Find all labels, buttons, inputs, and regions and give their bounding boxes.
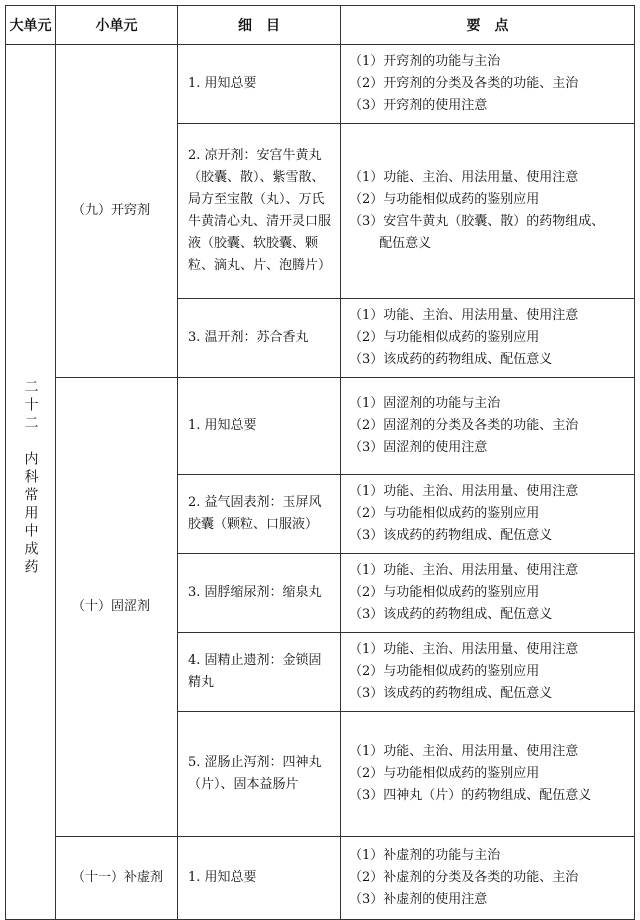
point-line: （1）功能、主治、用法用量、使用注意 <box>349 170 579 185</box>
point-line: （2）补虚剂的分类及各类的功能、主治 <box>349 870 579 885</box>
point-line: （2）与功能相似成药的鉴别应用 <box>349 330 540 345</box>
points-cell <box>341 633 635 712</box>
point-line: （1）功能、主治、用法用量、使用注意 <box>349 308 579 323</box>
point-line: （1）功能、主治、用法用量、使用注意 <box>349 642 579 657</box>
points-cell <box>341 378 635 475</box>
syllabus-page <box>5 5 635 920</box>
header-item: 细 目 <box>178 6 341 45</box>
point-line: （3）固涩剂的使用注意 <box>349 440 488 455</box>
points-cell <box>341 124 635 299</box>
major-unit-label <box>20 379 42 577</box>
item-cell: 1. 用知总要 <box>178 45 341 124</box>
point-line: （1）开窍剂的功能与主治 <box>349 54 501 69</box>
point-line: （2）与功能相似成药的鉴别应用 <box>349 766 540 781</box>
points-cell <box>341 837 635 920</box>
point-line: （2）与功能相似成药的鉴别应用 <box>349 664 540 679</box>
point-line: （1）功能、主治、用法用量、使用注意 <box>349 744 579 759</box>
point-line: （2）固涩剂的分类及各类的功能、主治 <box>349 418 579 433</box>
point-line: （2）与功能相似成药的鉴别应用 <box>349 506 540 521</box>
point-line: （2）开窍剂的分类及各类的功能、主治 <box>349 76 579 91</box>
point-line: （1）功能、主治、用法用量、使用注意 <box>349 563 579 578</box>
points-cell <box>341 554 635 633</box>
points-cell <box>341 475 635 554</box>
point-line: （3）该成药的药物组成、配伍意义 <box>349 686 553 701</box>
major-unit-cell <box>6 45 56 920</box>
point-line: （2）与功能相似成药的鉴别应用 <box>349 585 540 600</box>
header-minor-unit: 小单元 <box>56 6 178 45</box>
item-cell: 3. 温开剂：苏合香丸 <box>178 299 341 378</box>
item-cell: 1. 用知总要 <box>178 378 341 475</box>
point-line: （3）安宫牛黄丸（胶囊、散）的药物组成、 <box>349 214 605 229</box>
item-cell: 2. 益气固表剂：玉屏风胶囊（颗粒、口服液） <box>178 475 341 554</box>
point-line: （3）该成药的药物组成、配伍意义 <box>349 528 553 543</box>
point-line: （1）补虚剂的功能与主治 <box>349 848 501 863</box>
minor-unit-cell: （九）开窍剂 <box>56 45 178 378</box>
point-line: （1）功能、主治、用法用量、使用注意 <box>349 484 579 499</box>
header-points: 要 点 <box>341 6 635 45</box>
points-cell <box>341 712 635 837</box>
minor-unit-cell: （十）固涩剂 <box>56 378 178 837</box>
point-line: （3）四神丸（片）的药物组成、配伍意义 <box>349 788 592 803</box>
points-cell <box>341 299 635 378</box>
point-line: （3）开窍剂的使用注意 <box>349 98 488 113</box>
table-row <box>6 45 635 124</box>
table-row <box>6 378 635 475</box>
table-row <box>6 837 635 920</box>
header-row <box>6 6 635 45</box>
item-cell: 5. 涩肠止泻剂：四神丸（片）、固本益肠片 <box>178 712 341 837</box>
point-line: （3）补虚剂的使用注意 <box>349 892 488 907</box>
points-cell <box>341 45 635 124</box>
point-line: （2）与功能相似成药的鉴别应用 <box>349 192 540 207</box>
point-line: （1）固涩剂的功能与主治 <box>349 396 501 411</box>
major-unit-number: 二十二 <box>22 379 39 433</box>
point-line: （3）该成药的药物组成、配伍意义 <box>349 607 553 622</box>
major-unit-title: 内科常用中成药 <box>22 451 39 577</box>
point-line: 配伍意义 <box>349 236 432 251</box>
syllabus-table <box>5 5 635 920</box>
item-cell: 2. 凉开剂：安宫牛黄丸（胶囊、散）、紫雪散、局方至宝散（丸）、万氏牛黄清心丸、清开灵口服液（胶囊、软胶囊、颗粒、滴丸、片、泡腾片） <box>178 124 341 299</box>
item-cell: 3. 固脬缩尿剂：缩泉丸 <box>178 554 341 633</box>
item-cell: 4. 固精止遗剂：金锁固精丸 <box>178 633 341 712</box>
minor-unit-cell: （十一）补虚剂 <box>56 837 178 920</box>
header-major-unit: 大单元 <box>6 6 56 45</box>
item-cell: 1. 用知总要 <box>178 837 341 920</box>
point-line: （3）该成药的药物组成、配伍意义 <box>349 352 553 367</box>
